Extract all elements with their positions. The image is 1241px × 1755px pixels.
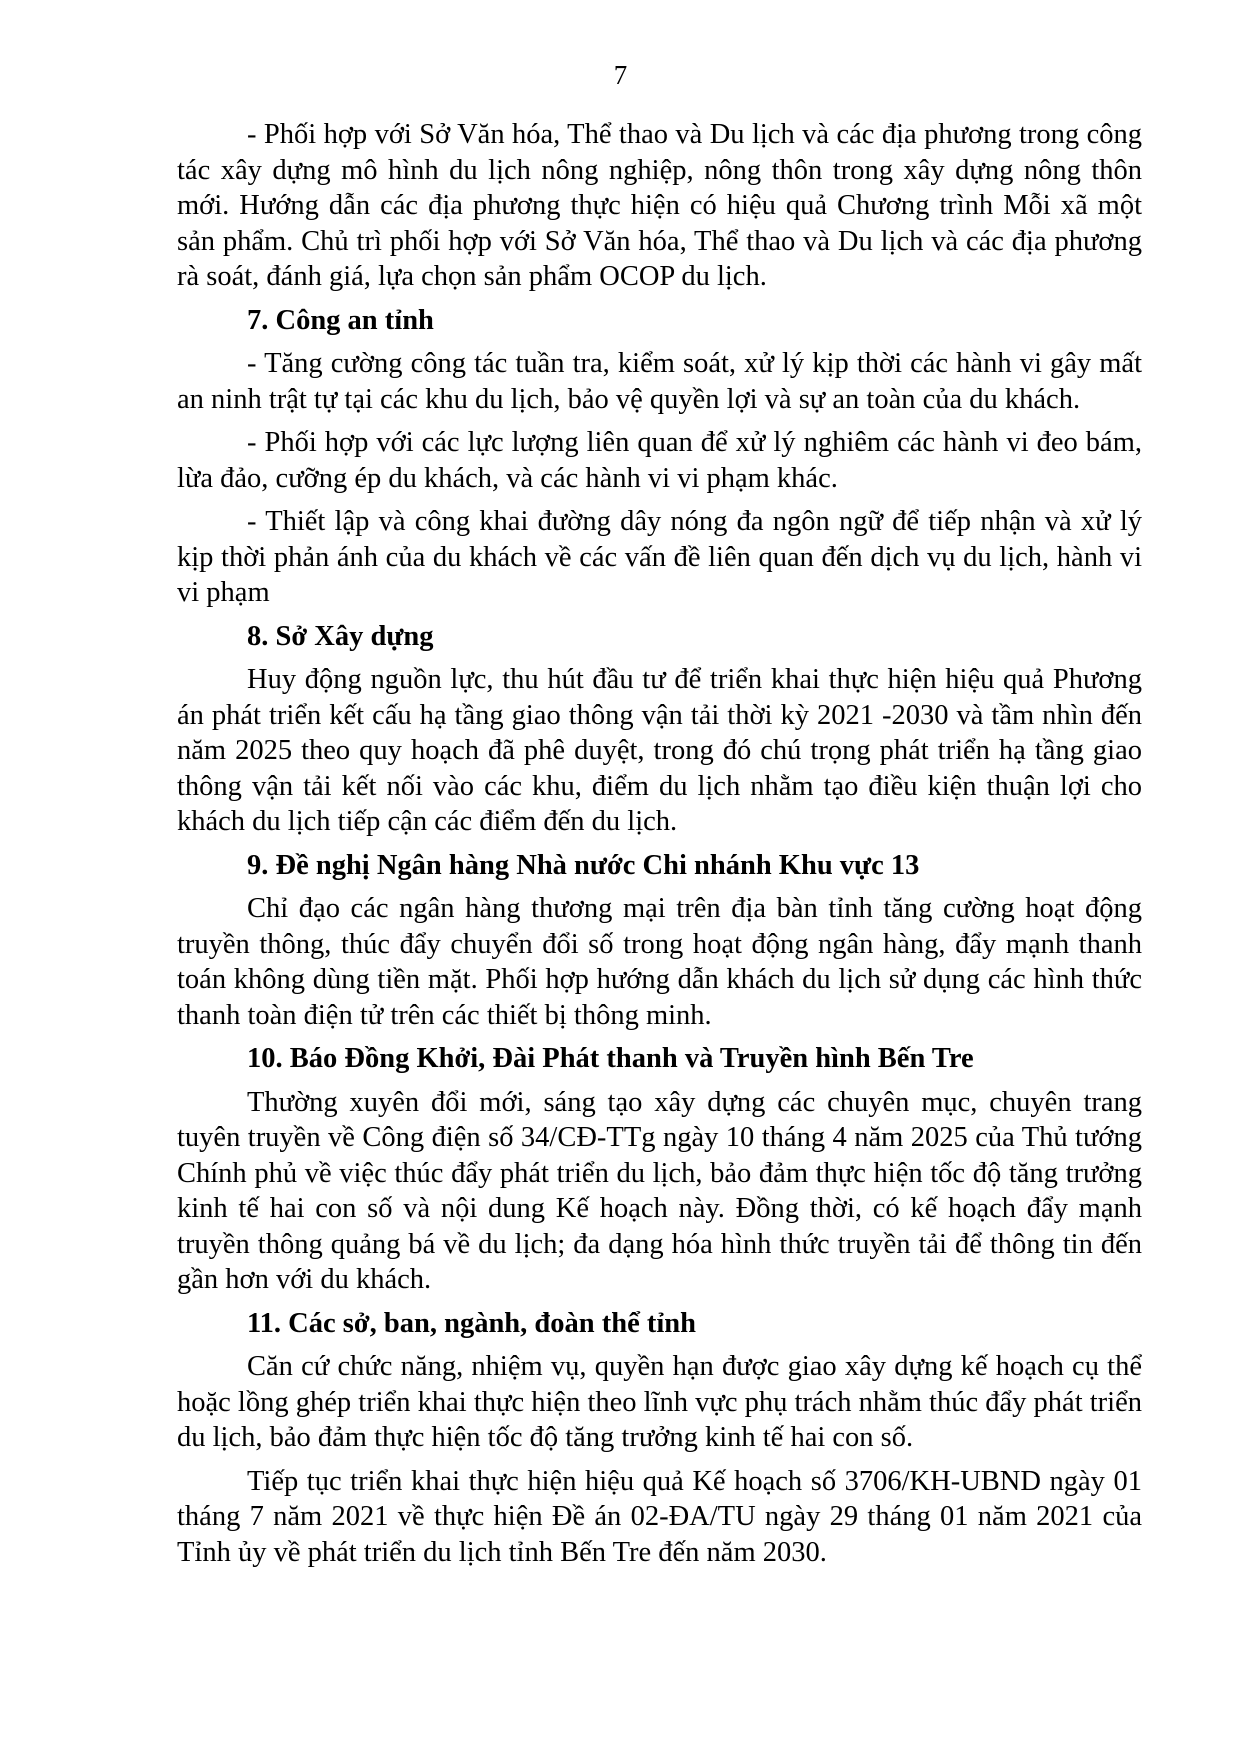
section-heading: 10. Báo Đồng Khởi, Đài Phát thanh và Truyền hình Bến Tre xyxy=(247,1043,974,1074)
section-heading: 9. Đề nghị Ngân hàng Nhà nước Chi nhánh Khu vực 13 xyxy=(247,849,920,881)
paragraph: - Phối hợp với Sở Văn hóa, Thể thao và Du lịch và các địa phương trong công tác xây dựng mô hình du lịch nông nghiệp, nông thôn trong xây dựng nông thôn mới. Hướng dẫn các địa phương thực hiện có hiệu quả Chương trình Mỗi xã một sản phẩm. Chủ trì phối hợp với Sở Văn hóa, Thể thao và Du lịch và các địa phương rà soát, đánh giá, lựa chọn sản phẩm OCOP du lịch. xyxy=(177,119,1142,292)
section-heading: 11. Các sở, ban, ngành, đoàn thể tỉnh xyxy=(247,1307,696,1339)
page-number: 7 xyxy=(613,60,628,90)
paragraph: Tiếp tục triển khai thực hiện hiệu quả Kế hoạch số 3706/KH-UBND ngày 01 tháng 7 năm 2021 về thực hiện Đề án 02-ĐA/TU ngày 29 tháng 01 năm 2021 của Tỉnh ủy về phát triển du lịch tỉnh Bến Tre đến năm 2030. xyxy=(177,1465,1142,1568)
document-body xyxy=(177,117,1142,1578)
paragraph: Thường xuyên đổi mới, sáng tạo xây dựng các chuyên mục, chuyên trang tuyên truyền về Công điện số 34/CĐ-TTg ngày 10 tháng 4 năm 2025 của Thủ tướng Chính phủ về việc thúc đẩy phát triển du lịch, bảo đảm thực hiện tốc độ tăng trưởng kinh tế hai con số và nội dung Kế hoạch này. Đồng thời, có kế hoạch đẩy mạnh truyền thông quảng bá về du lịch; đa dạng hóa hình thức truyền tải để thông tin đến gần hơn với du khách. xyxy=(177,1086,1142,1295)
paragraph: Huy động nguồn lực, thu hút đầu tư để triển khai thực hiện hiệu quả Phương án phát triển kết cấu hạ tầng giao thông vận tải thời kỳ 2021 -2030 và tầm nhìn đến năm 2025 theo quy hoạch đã phê duyệt, trong đó chú trọng phát triển hạ tầng giao thông vận tải kết nối vào các khu, điểm du lịch nhằm tạo điều kiện thuận lợi cho khách du lịch tiếp cận các điểm đến du lịch. xyxy=(177,664,1142,837)
paragraph: Chỉ đạo các ngân hàng thương mại trên địa bàn tỉnh tăng cường hoạt động truyền thông, thúc đẩy chuyển đổi số trong hoạt động ngân hàng, đẩy mạnh thanh toán không dùng tiền mặt. Phối hợp hướng dẫn khách du lịch sử dụng các hình thức thanh toàn điện tử trên các thiết bị thông minh. xyxy=(177,893,1142,1031)
section-heading: 7. Công an tỉnh xyxy=(247,304,434,336)
paragraph: - Phối hợp với các lực lượng liên quan để xử lý nghiêm các hành vi đeo bám, lừa đảo, cưỡng ép du khách, và các hành vi vi phạm khác. xyxy=(177,427,1142,494)
paragraph: - Thiết lập và công khai đường dây nóng đa ngôn ngữ để tiếp nhận và xử lý kịp thời phản ánh của du khách về các vấn đề liên quan đến dịch vụ du lịch, hành vi vi phạm xyxy=(177,506,1142,608)
paragraph: - Tăng cường công tác tuần tra, kiểm soát, xử lý kịp thời các hành vi gây mất an ninh trật tự tại các khu du lịch, bảo vệ quyền lợi và sự an toàn của du khách. xyxy=(177,348,1142,415)
paragraph: Căn cứ chức năng, nhiệm vụ, quyền hạn được giao xây dựng kế hoạch cụ thể hoặc lồng ghép triển khai thực hiện theo lĩnh vực phụ trách nhằm thúc đẩy phát triển du lịch, bảo đảm thực hiện tốc độ tăng trưởng kinh tế hai con số. xyxy=(177,1351,1142,1453)
section-heading: 8. Sở Xây dựng xyxy=(247,620,434,652)
